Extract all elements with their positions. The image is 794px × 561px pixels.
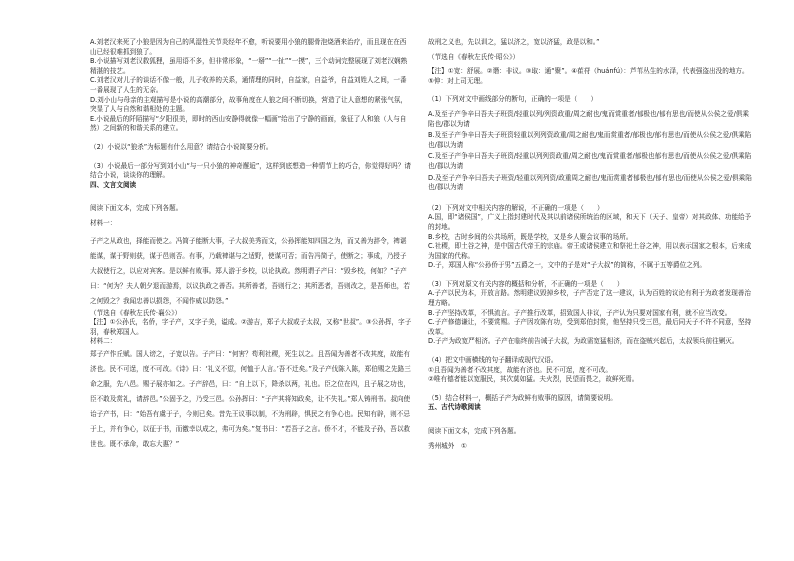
q5-prompt: （5）结合材料一，概括子产为政鲜有败事的原因，请简要说明。 (428, 393, 617, 402)
q2-option-d: D.子，郑国人称“公孙侨于男”五爵之一，文中的子是对“子大叔”的简称，不属于五等爵位之列。 (428, 261, 706, 270)
q2-prompt: （2）下列对文中相关内容的解说，不正确的一项是（ ） (428, 203, 604, 212)
instruction: 阅读下面文本，完成下列各题。 (90, 204, 183, 213)
q4-prompt: （4）把文中画横线的句子翻译成现代汉语。 (428, 356, 558, 365)
left-column (90, 38, 412, 452)
right-column (428, 38, 752, 451)
section-heading-4: 四、文言文阅读 (90, 180, 137, 189)
q1-option-b: B.及至子产争辛曰吾夫子班资轻重以列列资政重/周之耐也/鬼而赏重者/郁极也/郁有思也/而使从公侯之爱/俱乘陷也/郡以为请 (428, 131, 752, 149)
option-b: B.小说描写刘老汉救狐狸，虽用语不多，但非常形象，“一掰”“一扯”“一摸”，三个动词完整展现了刘老汉娴熟精湛的技艺。 (90, 57, 408, 75)
q4-sentence-1: ①且吾闻为善者不改其度，故能有济也。民不可逞，度不可改。 (428, 365, 612, 374)
question-3: （3）小说最后一部分写到刘小山“与一只小狼的神奇邂逅”，这样到底想造一种情节上的巧合，你觉得好吗？请结合小说，谈谈你的理解。 (90, 161, 411, 180)
question-2: （2）小说以“狼杀”为标题有什么用意？请结合小说简要分析。 (90, 142, 273, 151)
option-e: E.小说最后的阡陌描写“夕阳很美，即时的西山安静得就像一幅画”给出了宁静的画面，象征了人和狼（人与自然）之间新的和谐关系的建立。 (90, 114, 407, 133)
q1-option-d: D.及至子产争辛曰吾夫子班资/轻重以列列资/政重周之耐也/鬼而赏重者郁极也/郁有思也/而使从公侯之爱/俱乘陷也/郡以为请 (428, 173, 752, 192)
poem-title: 秀州城外 ① (428, 441, 467, 450)
q3-option-c: C.子产修德谦让，不要赏赐。子产因攻陈有功，受到郑伯封赏，他坚持只受三邑，最后同天子不许不同意，坚持改革。 (428, 318, 752, 336)
note-2: 【注】①宽：舒展。②谮：非议。③取：通“聚”。④萑苻（huánfú）：芦苇丛生的水泽，代表强盗出没的地方。⑤伸：对上司无理。 (428, 67, 749, 85)
option-d: D.刘小山与母亲的主观描写是小说的高潮部分，故事角度在人狼之间不断切换，营造了让人意想的紧张气氛，突显了人与自然和谐相处的主题。 (90, 95, 408, 114)
material-2-text: 郑子产作丘赋。国人谤之，子宽以告。子产曰：“何害？苟利社稷，死生以之。且吾闻为善者不改其度，故能有济也。民不可逞，度不可改。《诗》曰：‘礼义不愆，何恤于人言。’吾不迁矣。”及子产伐陈入陈，郑伯赐之先路三命之服，先八邑。赐子展亦如之。子产辞邑，曰：“自上以下，降杀以两，礼也。臣之位在四，且子展之功也，臣不敢及赏礼，请辞邑。”公固予之，乃受三邑。公孙挥曰：“子产其将知政矣，让不失礼。”郑人铸刑书。叔向使诒子产书，曰：“始吾有虞于子，今则已矣。昔先王议事以制，不为刑辟，惧民之有争心也。民知有辟，则不忌于上，并有争心，以征于书，而徼幸以成之，弗可为矣。”复书曰：“若吾子之言。侨不才，不能及子孙，吾以救世也。既不承命，敢忘大惠？” (90, 349, 411, 448)
material-2-label: 材料二： (90, 337, 117, 346)
q3-option-b: B.子产坚持改革，不惧流言。子产推行改革，招致国人非议，子产认为只要对国家有利，就不应当改变。 (428, 308, 732, 317)
q1-option-c: C.及至子产争辛曰吾夫子班资/轻重以列列资政重/周之耐也/鬼而赏重者/郁极也郁有思也/而使从公侯之爱/俱乘陷也/郡以为请 (428, 152, 752, 170)
q1-option-a: A.及至子产争辛曰吾夫子班资/轻重以列/列资政重/周之耐也/鬼而赏重者/郁极也/郁有思也/而使从公侯之爱/俱乘陷也/郡以为请 (428, 109, 749, 128)
q3-option-a: A.子产以民为本，开放言路。然明建议毁掉乡校，子产否定了这一建议，认为百姓的议论有利于为政者发现善治理方略。 (428, 289, 751, 308)
q3-option-d: D.子产为政宽严相济。子产在临终前告诫子大叔，为政需宽猛相济，而在盗贼兴起后，太叔领兵前往剿灭。 (428, 337, 739, 346)
option-a: A.刘老汉来死了小狼是因为自己的风湿性关节炎经年不愈，听说要用小狼的腿骨泡烧酒来治疗，而且现在在西山已经很难抓到狼了。 (90, 38, 407, 56)
section-heading-5: 五、古代诗歌阅读 (428, 403, 481, 412)
q3-prompt: （3）下列对原文有关内容的概括和分析，不正确的一项是（ ） (428, 279, 624, 288)
material-1-label: 材料一： (90, 218, 117, 227)
q2-option-c: C.社稷，即土谷之神，是中国古代帝王的宗庙。帝王或诸侯建立和祭祀土谷之神，用以表示国家之根本，后来成为国家的代称。 (428, 242, 752, 260)
source-2: （节选自《春秋左氏传·昭公》） (428, 52, 520, 61)
option-c: C.刘老汉对儿子的谈话不像一般，儿子收养的关系，通情理的同时，自益家，自益爷，自益刘姓人之间，一番一番展现了人生的无奈。 (90, 76, 407, 94)
q4-sentence-2: ②唯有德者能以宽服民，其次莫如猛。夫火烈，民望而畏之，故鲜死焉。 (428, 375, 639, 384)
material-1-text: 子产之从政也，择能而使之。冯简子能断大事，子大叔美秀而文，公孙挥能知四国之为，而又善为辞令，裨谌能谋，谋于野则获，谋于邑则否。有事，乃载裨谌与之适野，使谋可否；而告冯简子，使断之；事成，乃授子大叔使行之，以应对宾客。是以鲜有败事。郑人游于乡校，以论执政。然明谓子产曰：“毁乡校，何如？”子产曰：“何为？夫人朝夕退而游焉，以议执政之善否。其所善者，吾则行之；其所恶者，吾则改之，是吾师也，若之何毁之？我闻忠善以损怨，不闻作威以防怨。” (90, 236, 410, 305)
q1-prompt: （1）下列对文中画线部分的断句，正确的一项是（ ） (428, 95, 598, 104)
continued-text: 故刑之义也，先以训之，猛以济之，宽以济猛，政是以和。” (428, 38, 600, 46)
q2-option-a: A.国，即“诸侯国”，广义上指封建时代及其以前诸侯所统治的区域，和天下（天子、皇帝）对其政体、功能给予的封地。 (428, 213, 752, 231)
note-1: 【注】①公孙氏，名侨，字子产，又字子美，谥成。②游吉，郑子大叔或子太叔，又称“世叔”。③公孙挥，字子羽，春秋郑国人。 (90, 318, 412, 336)
instruction-5: 阅读下面文本，完成下列各题。 (428, 427, 521, 435)
q2-option-b: B.乡校，古时乡间的公共场所，既是学校，又是乡人聚会议事的场所。 (428, 232, 633, 241)
source-1: （节选自《春秋左氏传·襄公》） (90, 308, 182, 317)
